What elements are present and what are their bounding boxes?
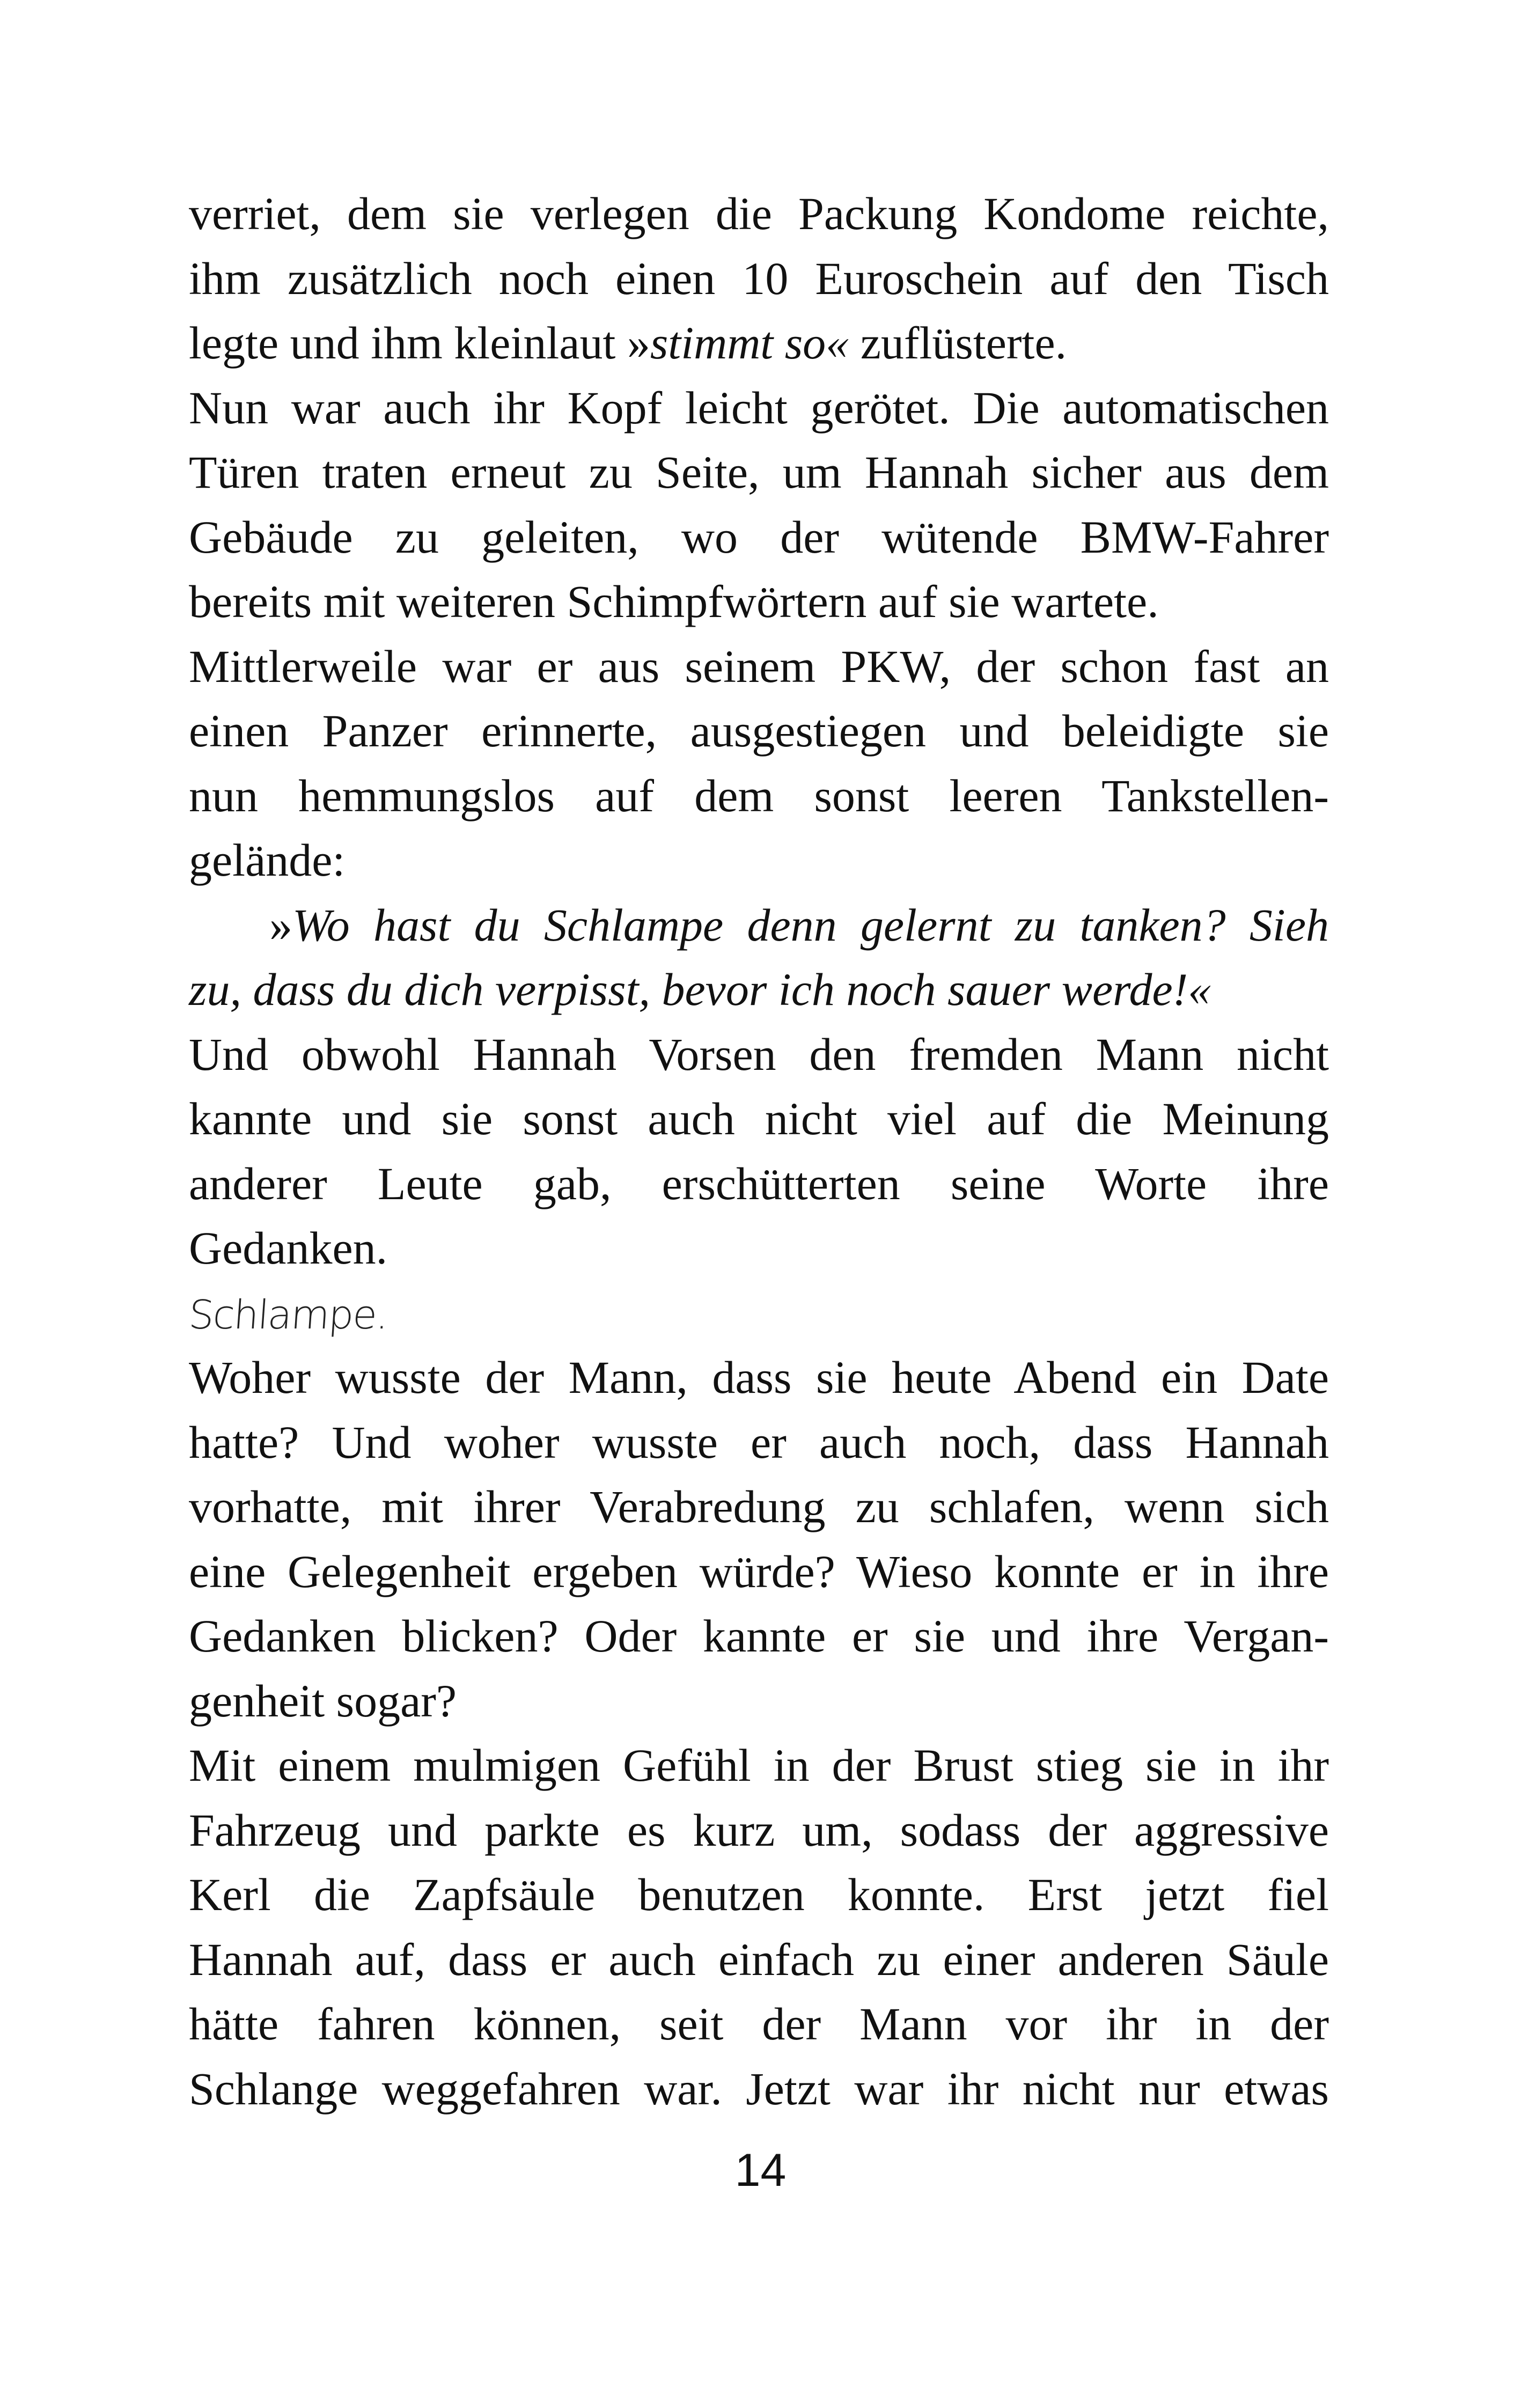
text-line: hätte fahren können, seit der Mann vor ihr in der [189,1998,1329,2050]
text-line [189,893,1329,958]
text-line: eine Gelegenheit ergeben würde? Wieso konnte er in ihre [189,1545,1329,1597]
text-line: Gebäude zu geleiten, wo der wütende BMW-Fahrer [189,511,1329,563]
text-line: Nun war auch ihr Kopf leicht gerötet. Die automatischen [189,381,1329,434]
line-text: legte und ihm kleinlaut » [189,317,650,369]
text-line: anderer Leute gab, erschütterten seine Worte ihre [189,1157,1329,1209]
text-line: vorhatte, mit ihrer Verabredung zu schlafen, wenn sich [189,1481,1329,1532]
text-line: einen Panzer erinnerte, ausgestiegen und beleidigte sie [189,705,1329,757]
quote-italic: stimmt so« [650,317,849,369]
text-line: ihm zusätzlich noch einen 10 Euroschein auf den Tisch [189,252,1329,304]
line-text: zuflüsterte. [849,317,1067,369]
text-line: Gedanken blicken? Oder kannte er sie und ihre Vergan- [189,1610,1329,1662]
text-line: verriet, dem sie verlegen die Packung Kondome reichte, [189,188,1329,239]
text-line: Fahrzeug und parkte es kurz um, sodass der aggressive [189,1804,1329,1856]
text-line: bereits mit weiteren Schimpfwörtern auf sie wartete. [189,576,1159,627]
text-line: gelände: [189,834,346,886]
text-line: genheit sogar? [189,1675,457,1727]
text-line: Mittlerweile war er aus seinem PKW, der schon fast an [189,640,1329,692]
text-line: Gedanken. [189,1222,388,1274]
text-line: nun hemmungslos auf dem sonst leeren Tankstellen- [189,769,1329,821]
text-line: Mit einem mulmigen Gefühl in der Brust stieg sie in ihr [189,1739,1329,1791]
text-line: Türen traten erneut zu Seite, um Hannah sicher aus dem [189,446,1329,498]
text-line: Woher wusste der Mann, dass sie heute Abend ein Date [189,1352,1329,1403]
page-number: 14 [734,2145,787,2196]
text-line [189,311,1329,376]
text-line: Und obwohl Hannah Vorsen den fremden Mann nicht [189,1028,1329,1080]
quote-italic: Wo hast du Schlampe denn gelernt zu tanken? Sieh [292,899,1329,951]
quote-line: zu, dass du dich verpisst, bevor ich noch sauer werde!« [189,964,1211,1015]
text-line: Schlange weggefahren war. Jetzt war ihr nicht nur etwas [189,2062,1329,2115]
line-text: » [269,899,292,951]
text-line: kannte und sie sonst auch nicht viel auf die Meinung [189,1093,1329,1144]
text-line: hatte? Und woher wusste er auch noch, dass Hannah [189,1416,1329,1468]
text-line: Hannah auf, dass er auch einfach zu einer anderen Säule [189,1933,1329,1985]
handwritten-word: Schlampe. [187,1291,390,1338]
text-line: Kerl die Zapfsäule benutzen konnte. Erst jetzt fiel [189,1869,1329,1920]
body-text [189,181,1329,2121]
handwritten-line [189,1281,1329,1346]
